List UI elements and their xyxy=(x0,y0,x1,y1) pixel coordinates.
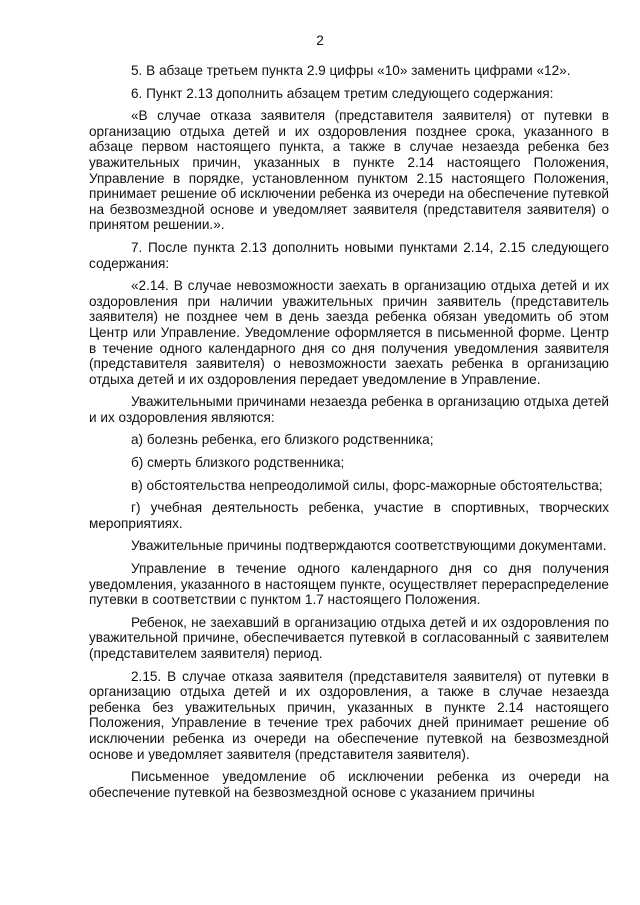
document-body xyxy=(89,63,609,807)
paragraph-amendment-5: 5. В абзаце третьем пункта 2.9 цифры «10» заменить цифрами «12». xyxy=(131,63,571,78)
page-number: 2 xyxy=(316,33,324,48)
list-item-reason-a: а) болезнь ребенка, его близкого родственника; xyxy=(131,432,434,448)
paragraph-point-2-14: «2.14. В случае невозможности заехать в организацию отдыха детей и их оздоровления при наличии уважительных причин заявитель (представитель заявителя) не позднее чем в день заезда ребенка обязан уведомить об этом Центр или Управление. Уведомление оформляется в письменной форме. Центр в течение одного календарного дня со дня получения уведомления заявителя (представителя заявителя) о невозможности заехать ребенка в организацию отдыха детей и их оздоровления передает уведомление в Управление. xyxy=(89,278,609,387)
paragraph-amendment-7: 7. После пункта 2.13 дополнить новыми пунктами 2.14, 2.15 следующего содержания: xyxy=(89,239,609,271)
paragraph-point-2-15: 2.15. В случае отказа заявителя (представителя заявителя) от путевки в организацию отдыха детей и их оздоровления, а также в случае незаезда ребенка без уважительных причин, указанных в пункте 2.14 настоящего Положения, Управление в течение трех рабочих дней принимает решение об исключении ребенка из очереди на обеспечение путевкой на безвозмездной основе и уведомляет заявителя (представителя заявителя). xyxy=(89,668,609,762)
paragraph-reasons-confirmed: Уважительные причины подтверждаются соответствующими документами. xyxy=(131,538,607,554)
paragraph-written-notice: Письменное уведомление об исключении ребенка из очереди на обеспечение путевкой на безвозмездной основе с указанием причины xyxy=(89,769,609,800)
list-item-reason-c: в) обстоятельства непреодолимой силы, форс-мажорные обстоятельства; xyxy=(131,477,603,493)
paragraph-amendment-6: 6. Пункт 2.13 дополнить абзацем третим следующего содержания: xyxy=(131,85,554,101)
paragraph-redistribution: Управление в течение одного календарного дня со дня получения уведомления, указанного в настоящем пункте, осуществляет перераспределение путевки в соответствии с пунктом 1.7 настоящего Положения. xyxy=(89,561,609,608)
paragraph-valid-reasons-intro: Уважительными причинами незаезда ребенка в организацию отдыха детей и их оздоровления являются: xyxy=(89,394,609,425)
list-item-reason-b: б) смерть близкого родственника; xyxy=(131,455,345,471)
paragraph-child-provided-voucher: Ребенок, не заехавший в организацию отдыха детей и их оздоровления по уважительной причине, обеспечивается путевкой в согласованный с заявителем (представителем заявителя) период. xyxy=(89,614,609,661)
list-item-reason-d: г) учебная деятельность ребенка, участие в спортивных, творческих мероприятиях. xyxy=(89,500,609,531)
paragraph-quoted-text-2-13: «В случае отказа заявителя (представителя заявителя) от путевки в организацию отдыха детей и их оздоровления позднее срока, указанного в абзаце первом настоящего пункта, а также в случае незаезда ребенка без уважительных причин, указанных в пункте 2.14 настоящего Положения, Управление в порядке, установленном пунктом 2.15 настоящего Положения, принимает решение об исключении ребенка из очереди на обеспечение путевкой на безвозмездной основе и уведомляет заявителя (представителя заявителя) о принятом решении.». xyxy=(89,108,609,233)
